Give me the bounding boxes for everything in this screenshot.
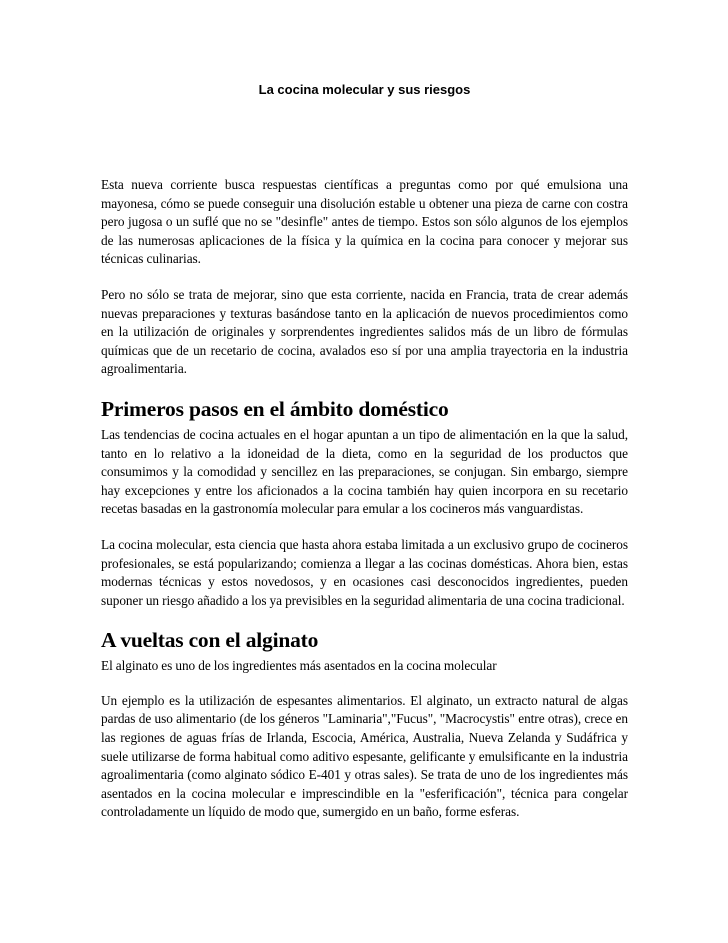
section2-paragraph-1: El alginato es uno de los ingredientes más asentados en la cocina molecular <box>101 658 497 674</box>
section2-paragraph-2: Un ejemplo es la utilización de espesantes alimentarios. El alginato, un extracto natural de algas pardas de uso alimentario (de los géneros "Laminaria","Fucus", "Macrocystis" entre otras), crece en las regiones de aguas frías de Irlanda, Escocia, América, Australia, Nueva Zelanda y Sudáfrica y suele utilizarse de forma habitual como aditivo espesante, gelificante y emulsificante en la industria agroalimentaria (como alginato sódico E-401 y otras sales). Se trata de uno de los ingredientes más asentados en la cocina molecular e imprescindible en la "esferificación", técnica para congelar controladamente un líquido de modo que, sumergido en un baño, forme esferas. <box>101 692 628 820</box>
intro-paragraph-2: Pero no sólo se trata de mejorar, sino que esta corriente, nacida en Francia, trata de crear además nuevas preparaciones y texturas basándose tanto en la aplicación de nuevos procedimientos como en la utilización de originales y sorprendentes ingredientes salidos más de un libro de fórmulas químicas que de un recetario de cocina, avalados eso sí por una amplia trayectoria en la industria agroalimentaria. <box>101 286 628 377</box>
section-heading-alginato: A vueltas con el alginato <box>101 628 319 653</box>
intro-paragraph-1: Esta nueva corriente busca respuestas científicas a preguntas como por qué emulsiona una mayonesa, cómo se puede conseguir una disolución estable u obtener una pieza de carne con costra pero jugosa o un suflé que no se "desinfle" antes de tiempo. Estos son sólo algunos de los ejemplos de las numerosas aplicaciones de la física y la química en la cocina para conocer y mejorar sus técnicas culinarias. <box>101 177 628 267</box>
section1-paragraph-2: La cocina molecular, esta ciencia que hasta ahora estaba limitada a un exclusivo grupo de cocineros profesionales, se está popularizando; comienza a llegar a las cocinas domésticas. Ahora bien, estas modernas técnicas y estos novedosos, y en ocasiones casi desconocidos ingredientes, pueden suponer un riesgo añadido a los ya previsibles en la seguridad alimentaria de una cocina tradicional. <box>101 536 628 608</box>
document-title: La cocina molecular y sus riesgos <box>258 82 471 97</box>
section-heading-primeros-pasos: Primeros pasos en el ámbito doméstico <box>101 396 449 421</box>
section1-paragraph-1: Las tendencias de cocina actuales en el hogar apuntan a un tipo de alimentación en la que la salud, tanto en lo relativo a la idoneidad de la dieta, como en la seguridad de los productos que consumimos y la comodidad y sencillez en las preparaciones, se conjugan. Sin embargo, siempre hay excepciones y entre los aficionados a la cocina también hay quien incorpora en su recetario recetas basadas en la gastronomía molecular para emular a los cocineros más vanguardistas. <box>101 426 628 517</box>
document-body <box>101 176 628 839</box>
